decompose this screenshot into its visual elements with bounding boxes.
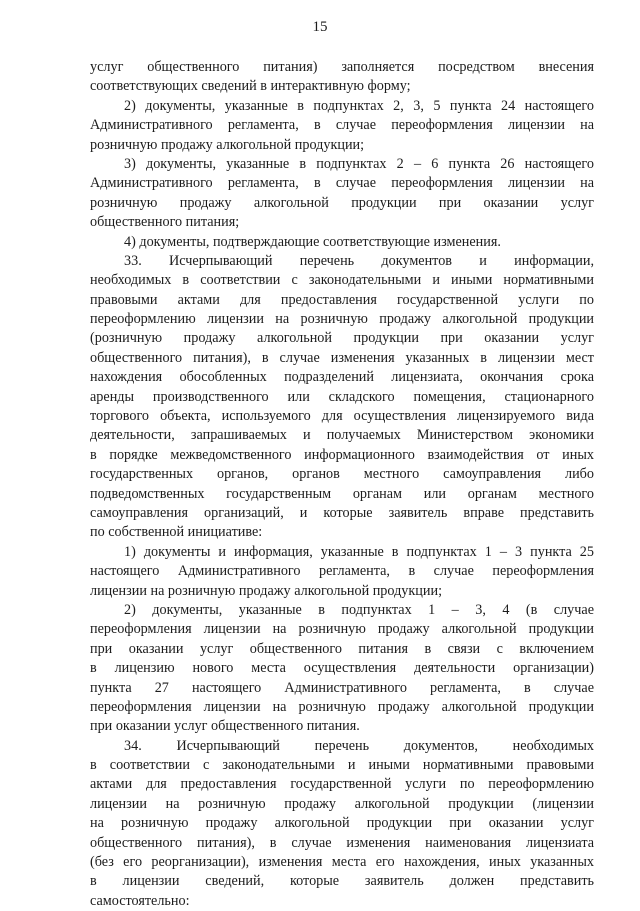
text-line: (розничную продажу алкогольной продукции при оказании услуг [90, 330, 594, 347]
page-number: 15 [312, 19, 328, 35]
text-line: 2) документы, указанные в подпунктах 1 – 3, 4 (в случае [124, 601, 594, 618]
text-line: розничную продажу алкогольной продукции при оказании услуг [90, 194, 594, 211]
text-line: пункта 27 настоящего Административного регламента, в случае [90, 679, 594, 696]
text-line: настоящего Административного регламента, в случае переоформления [90, 563, 594, 580]
text-line: 34. Исчерпывающий перечень документов, необходимых [124, 737, 594, 754]
text-line: розничную продажу алкогольной продукции; [90, 136, 365, 153]
text-line: переоформления лицензии на розничную продажу алкогольной продукции [90, 698, 594, 715]
text-line: на розничную продажу алкогольной продукции при оказании услуг [90, 815, 594, 832]
text-line: в порядке межведомственного информационного взаимодействия от иных [90, 446, 594, 463]
text-line: правовыми актами для предоставления государственной услуги по [90, 291, 594, 308]
text-line: необходимых в соответствии с законодательными и иными нормативными [90, 272, 594, 289]
text-line: подведомственных государственным органам или органам местного [90, 485, 594, 502]
text-line: переоформлению лицензии на розничную продажу алкогольной продукции [90, 311, 594, 328]
text-line: деятельности, запрашиваемых и получаемых Министерством экономики [90, 427, 594, 444]
text-line: нахождения обособленных подразделений лицензиата, окончания срока [90, 369, 594, 386]
text-line: (без его реорганизации), изменения места его нахождения, иных указанных [90, 854, 594, 871]
body-text [90, 58, 594, 911]
text-line: 1) документы и информация, указанные в подпунктах 1 – 3 пункта 25 [124, 543, 594, 560]
text-line: 4) документы, подтверждающие соответствующие изменения. [124, 233, 501, 250]
text-line: 2) документы, указанные в подпунктах 2, 3, 5 пункта 24 настоящего [124, 97, 594, 114]
text-line: 3) документы, указанные в подпунктах 2 – 6 пункта 26 настоящего [124, 155, 594, 172]
text-line: в соответствии с законодательными и иными нормативными правовыми [90, 757, 594, 774]
text-line: услуг общественного питания) заполняется посредством внесения [90, 59, 594, 75]
text-line: Административного регламента, в случае переоформления лицензии на [90, 175, 594, 192]
text-line: соответствующих сведений в интерактивную форму; [90, 78, 411, 95]
text-line: в лицензии сведений, которые заявитель должен представить [90, 873, 594, 890]
text-line: 33. Исчерпывающий перечень документов и информации, [124, 252, 594, 269]
text-line: самостоятельно: [90, 892, 190, 909]
text-line: актами для предоставления государственной услуги по переоформлению [90, 776, 594, 793]
text-line: по собственной инициативе: [90, 524, 263, 541]
text-line: государственных органов, органов местного самоуправления либо [90, 466, 594, 483]
text-line: лицензии на розничную продажу алкогольной продукции (лицензии [90, 795, 594, 812]
text-line: общественного питания), в случае изменения наименования лицензиата [90, 834, 594, 851]
text-line: при оказании услуг общественного питания. [90, 718, 360, 735]
text-line: переоформления лицензии на розничную продажу алкогольной продукции [90, 621, 594, 638]
text-line: самоуправления организаций, и которые заявитель вправе представить [90, 504, 594, 521]
text-line: аренды производственного или складского помещения, стационарного [90, 388, 594, 405]
text-line: при оказании услуг общественного питания в связи с включением [90, 640, 594, 657]
text-line: торгового объекта, используемого для осуществления лицензируемого вида [90, 408, 594, 425]
text-line: общественного питания), в случае изменения указанных в лицензии мест [90, 349, 594, 366]
text-line: Административного регламента, в случае переоформления лицензии на [90, 117, 594, 134]
text-line: в лицензию нового места осуществления деятельности организации) [90, 660, 594, 677]
text-line: лицензии на розничную продажу алкогольной продукции; [90, 582, 443, 599]
text-line: общественного питания; [90, 214, 240, 231]
